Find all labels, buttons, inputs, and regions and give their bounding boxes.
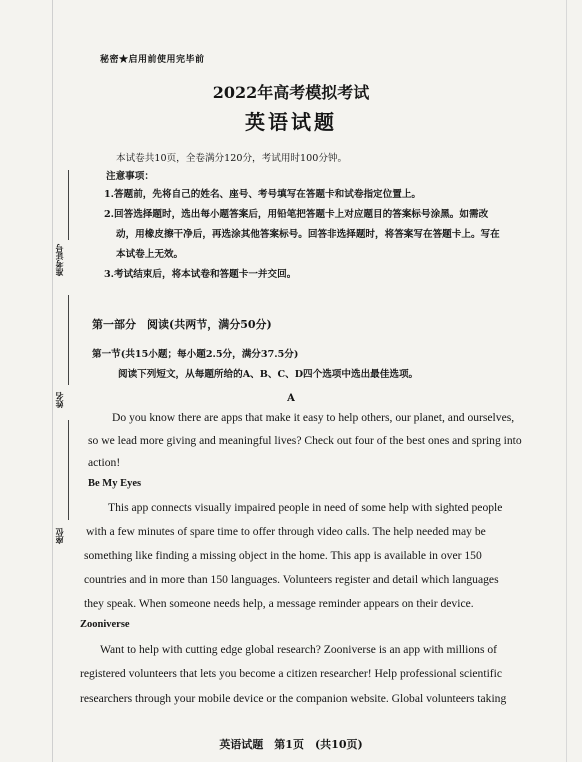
name-label: 姓名 — [54, 392, 64, 408]
section-one-title: 第一节(共15小题；每小题2.5分，满分37.5分) — [92, 349, 299, 360]
passage-line: they speak. When someone needs help, a message reminder appears on their device. — [84, 597, 474, 610]
notice-item: 本试卷上无效。 — [116, 249, 184, 260]
confidential-note: 秘密★启用前使用完毕前 — [100, 55, 205, 65]
exam-number-label: 准考证号 — [54, 244, 64, 276]
subject-title: 英语试题 — [245, 110, 337, 134]
passage-line: Want to help with cutting edge global research? Zooniverse is an app with millions of — [100, 643, 498, 656]
passage-line: something like finding a missing object in the home. This app is available in over 150 — [84, 549, 482, 562]
passage-line: countries and in more than 150 languages. Volunteers register and detail which languages — [84, 573, 499, 586]
section-heading: Be My Eyes — [88, 478, 142, 489]
passage-line: action! — [88, 456, 121, 469]
exam-title: 2022年高考模拟考试 — [212, 83, 370, 102]
notice-item: 动，用橡皮擦干净后，再选涂其他答案标号。回答非选择题时，将答案写在答题卡上。写在 — [116, 229, 500, 240]
section-instruction: 阅读下列短文，从每题所给的A、B、C、D四个选项中选出最佳选项。 — [118, 369, 419, 380]
seat-label: 座位 — [54, 528, 64, 544]
binding-rule — [68, 170, 69, 240]
page-footer: 英语试题 第1页 (共10页) — [219, 738, 363, 751]
notice-item: 2.回答选择题时，选出每小题答案后，用铅笔把答题卡上对应题目的答案标号涂黑。如需改 — [104, 209, 489, 220]
passage-line: researchers through your mobile device or the companion website. Global volunteers taking — [80, 692, 507, 705]
section-heading: Zooniverse — [80, 619, 130, 630]
passage-line: This app connects visually impaired people in need of some help with sighted people — [108, 501, 503, 514]
notice-item: 1.答题前，先将自己的姓名、座号、考号填写在答题卡和试卷指定位置上。 — [104, 189, 422, 200]
passage-label: A — [287, 393, 295, 404]
notice-heading: 注意事项： — [106, 171, 154, 182]
exam-intro: 本试卷共10页，全卷满分120分，考试用时100分钟。 — [116, 153, 348, 164]
passage-line: registered volunteers that lets you become a citizen researcher! Help professional scientific — [80, 667, 503, 680]
passage-line: with a few minutes of spare time to offer through video calls. The help needed may be — [86, 525, 486, 538]
binding-rule — [68, 295, 69, 385]
part-one-title: 第一部分 阅读(共两节，满分50分) — [92, 318, 272, 331]
binding-rule — [68, 420, 69, 520]
passage-line: so we lead more giving and meaningful lives? Check out four of the best ones and spring into — [88, 434, 522, 447]
passage-line: Do you know there are apps that make it easy to help others, our planet, and ourselves, — [112, 411, 515, 424]
notice-item: 3.考试结束后，将本试卷和答题卡一并交回。 — [104, 269, 297, 280]
